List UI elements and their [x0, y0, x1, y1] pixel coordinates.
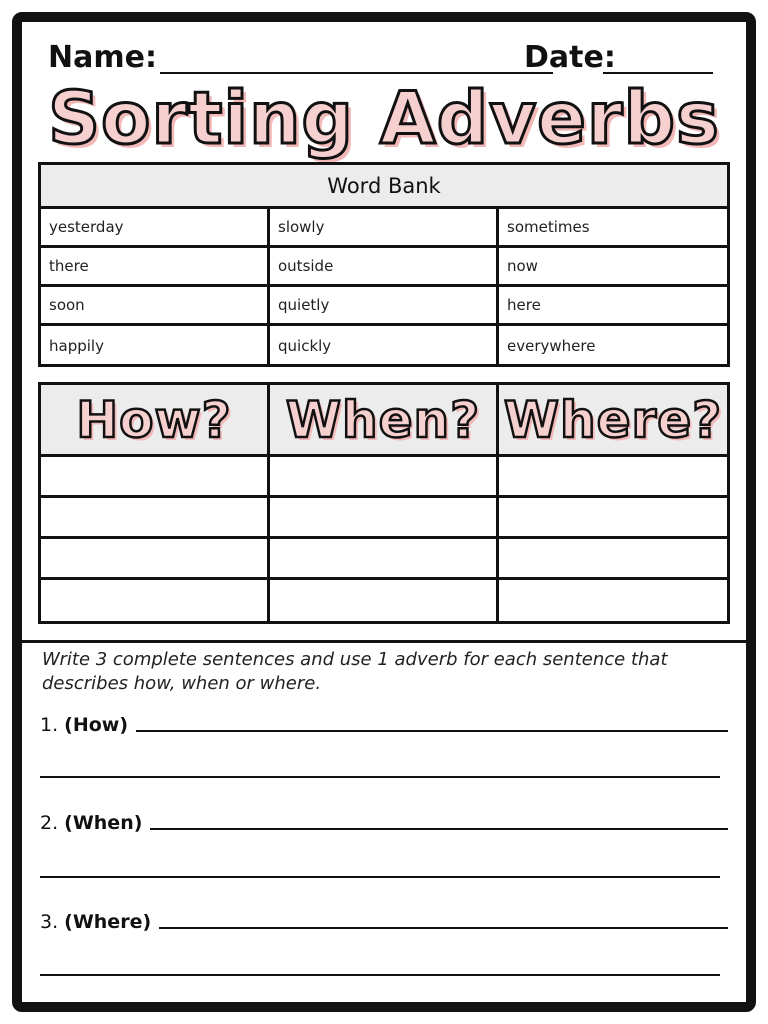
word-bank-grid [41, 209, 727, 365]
word-bank-header: Word Bank [41, 165, 727, 209]
answer-line[interactable] [40, 974, 720, 976]
word-bank-cell: here [499, 287, 727, 326]
where-answer-cell[interactable] [499, 580, 727, 621]
word-bank-cell: soon [41, 287, 270, 326]
answer-line[interactable] [159, 927, 728, 929]
word-bank-cell: there [41, 248, 270, 287]
how-answer-cell[interactable] [41, 457, 270, 498]
sorting-grid [41, 385, 727, 621]
answer-line[interactable] [150, 828, 728, 830]
word-bank-cell: outside [270, 248, 499, 287]
answer-line[interactable] [40, 876, 720, 878]
word-bank-cell: slowly [270, 209, 499, 248]
when-answer-cell[interactable] [270, 498, 499, 539]
word-bank-cell: now [499, 248, 727, 287]
word-bank-cell: quickly [270, 326, 499, 365]
name-label: Name: [48, 40, 157, 75]
how-answer-cell[interactable] [41, 498, 270, 539]
where-answer-cell[interactable] [499, 457, 727, 498]
worksheet-title-container [30, 70, 738, 166]
how-answer-cell[interactable] [41, 539, 270, 580]
prompt-label: (Where) [64, 911, 152, 933]
prompt-when [40, 804, 728, 834]
when-answer-cell[interactable] [270, 457, 499, 498]
when-heading: When? [285, 390, 481, 449]
column-header-when [270, 385, 499, 457]
writing-instructions: Write 3 complete sentences and use 1 adverb for each sentence that describes how, when or where. [42, 649, 668, 694]
worksheet-title: Sorting Adverbs [48, 76, 720, 160]
column-header-where [499, 385, 727, 457]
word-bank-cell: yesterday [41, 209, 270, 248]
sorting-table [38, 382, 730, 624]
where-answer-cell[interactable] [499, 539, 727, 580]
when-answer-cell[interactable] [270, 580, 499, 621]
how-heading: How? [76, 390, 232, 449]
where-answer-cell[interactable] [499, 498, 727, 539]
prompt-where [40, 903, 728, 933]
answer-line[interactable] [136, 730, 728, 732]
prompt-number: 2. [40, 812, 59, 834]
word-bank-cell: happily [41, 326, 270, 365]
prompt-label: (When) [64, 812, 143, 834]
column-header-how [41, 385, 270, 457]
word-bank-cell: everywhere [507, 336, 596, 355]
prompt-label: (How) [64, 714, 129, 736]
date-label: Date: [524, 40, 616, 75]
word-bank [38, 162, 730, 367]
section-divider [22, 640, 746, 643]
where-heading: Where? [503, 390, 723, 449]
when-answer-cell[interactable] [270, 539, 499, 580]
answer-line[interactable] [40, 776, 720, 778]
how-answer-cell[interactable] [41, 580, 270, 621]
prompt-number: 3. [40, 911, 59, 933]
prompt-number: 1. [40, 714, 59, 736]
word-bank-cell: quietly [270, 287, 499, 326]
word-bank-cell: sometimes [499, 209, 727, 248]
prompt-how [40, 706, 728, 736]
